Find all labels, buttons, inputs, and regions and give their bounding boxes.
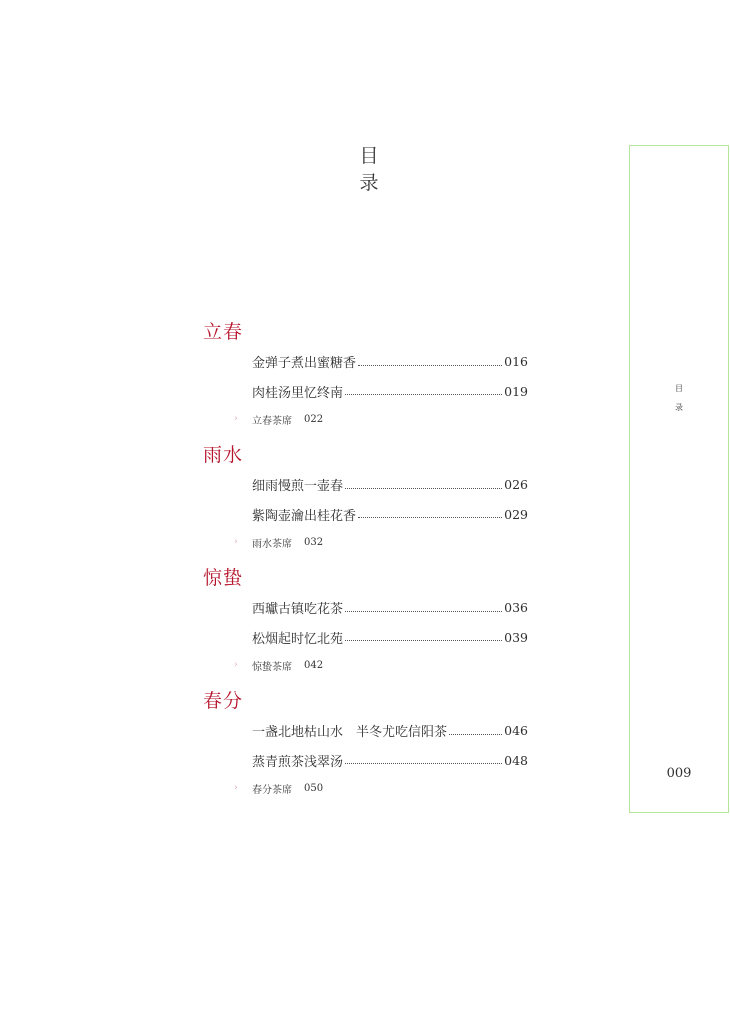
toc-entry-title: 蒸青煎茶浅翠汤 (252, 754, 344, 770)
table-of-contents (203, 320, 533, 801)
toc-entry-page: 046 (504, 723, 528, 739)
dot-leader (449, 721, 502, 735)
toc-section-jingzhe (203, 566, 533, 678)
tea-seat-entry[interactable] (203, 652, 533, 678)
toc-entry[interactable] (252, 500, 528, 530)
tea-seat-entry[interactable] (203, 529, 533, 555)
page-title-line-1: 目 (359, 145, 379, 167)
toc-entry-page: 048 (504, 752, 528, 768)
toc-entry-page: 029 (504, 506, 528, 522)
dot-leader (358, 504, 502, 518)
toc-entry[interactable] (252, 377, 528, 407)
season-heading: 立春 (203, 321, 244, 343)
tea-seat-label: 立春茶席 (252, 415, 292, 427)
toc-section-lichun (203, 320, 533, 432)
toc-entry-title: 金弹子煮出蜜糖香 (252, 356, 357, 372)
season-heading: 惊蛰 (203, 567, 244, 589)
side-tab-label (630, 379, 728, 417)
toc-entry-page: 019 (504, 383, 528, 399)
tea-seat-page: 042 (304, 659, 324, 671)
small-arrow-icon: › (234, 537, 238, 547)
tea-seat-label: 雨水茶席 (252, 538, 292, 550)
toc-entry-page: 036 (504, 600, 528, 616)
page-number: 009 (666, 766, 692, 781)
toc-entry-page: 039 (504, 629, 528, 645)
tea-seat-page: 022 (304, 413, 324, 425)
season-heading: 雨水 (203, 444, 244, 466)
tea-seat-entry[interactable] (203, 775, 533, 801)
side-tab (629, 145, 729, 813)
side-tab-label-line-2: 录 (675, 403, 683, 412)
toc-entry-title: 一盏北地枯山水 半冬尤吃信阳茶 (252, 725, 448, 741)
tea-seat-page: 032 (304, 536, 324, 548)
toc-entry[interactable] (252, 347, 528, 377)
page-title (352, 143, 386, 197)
toc-entry[interactable] (252, 716, 528, 746)
toc-entry-title: 细雨慢煎一壶春 (252, 479, 344, 495)
small-arrow-icon: › (234, 414, 238, 424)
toc-section-yushui (203, 443, 533, 555)
small-arrow-icon: › (234, 783, 238, 793)
toc-entry-page: 026 (504, 477, 528, 493)
tea-seat-label: 惊蛰茶席 (252, 661, 292, 673)
dot-leader (345, 750, 502, 764)
toc-entry-title: 肉桂汤里忆终南 (252, 385, 344, 401)
season-heading: 春分 (203, 690, 244, 712)
toc-section-chunfen (203, 689, 533, 801)
side-tab-label-line-1: 目 (675, 384, 683, 393)
tea-seat-page: 050 (304, 782, 324, 794)
toc-entry[interactable] (252, 746, 528, 776)
page-title-line-2: 录 (359, 172, 379, 194)
toc-entry[interactable] (252, 593, 528, 623)
toc-entry-title: 紫陶壶瀹出桂花香 (252, 508, 357, 524)
toc-entry-title: 松烟起时忆北苑 (252, 631, 344, 647)
dot-leader (345, 598, 502, 612)
toc-entry-title: 西瓛古镇吃花茶 (252, 602, 344, 618)
tea-seat-label: 春分茶席 (252, 784, 292, 796)
dot-leader (358, 352, 502, 366)
toc-entry[interactable] (252, 470, 528, 500)
small-arrow-icon: › (234, 660, 238, 670)
toc-entry-page: 016 (504, 354, 528, 370)
dot-leader (345, 627, 502, 641)
dot-leader (345, 381, 502, 395)
tea-seat-entry[interactable] (203, 406, 533, 432)
dot-leader (345, 475, 502, 489)
toc-entry[interactable] (252, 623, 528, 653)
